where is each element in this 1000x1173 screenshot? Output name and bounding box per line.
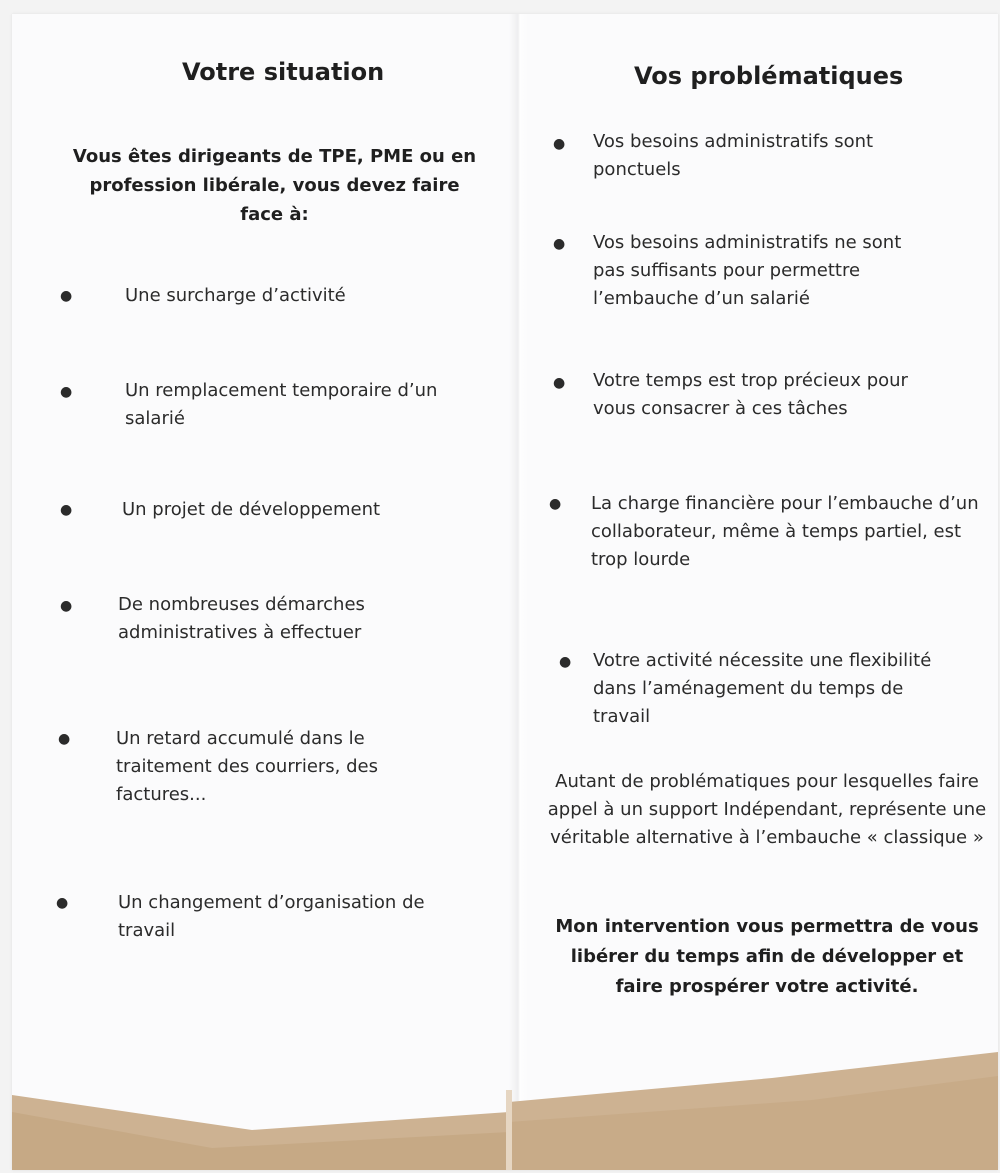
left-title: Votre situation (182, 58, 385, 86)
left-item: Un remplacement temporaire d’un salarié (125, 380, 438, 429)
brochure-sheet (12, 14, 998, 1170)
right-item: Vos besoins administratifs ne sont pas suffisants pour permettre l’embauche d’un salarié (593, 232, 902, 309)
bullet-dot: ● (60, 384, 73, 400)
bullet-dot: ● (60, 288, 73, 304)
decorative-band (12, 1030, 998, 1170)
left-item: Un changement d’organisation de travail (118, 892, 425, 941)
show-through-text (72, 242, 86, 293)
bullet-dot: ● (60, 502, 73, 518)
left-intro: Vous êtes dirigeants de TPE, PME ou en profession libérale, vous devez faire face à: (72, 146, 477, 225)
left-item: De nombreuses démarches administratives à effectuer (118, 594, 365, 643)
bullet-dot: ● (553, 375, 566, 391)
right-title: Vos problématiques (634, 62, 904, 90)
right-closing: Mon intervention vous permettra de vous libérer du temps afin de développer et faire prospérer votre activité. (555, 916, 979, 997)
right-item: Votre activité nécessite une flexibilité dans l’aménagement du temps de travail (593, 650, 932, 727)
right-paragraph: Autant de problématiques pour lesquelles faire appel à un support Indépendant, représente une véritable alternative à l’embauche « classique » (547, 771, 987, 848)
bullet-dot: ● (549, 496, 562, 512)
bullet-dot: ● (553, 236, 566, 252)
right-item: Votre temps est trop précieux pour vous consacrer à ces tâches (593, 370, 908, 419)
left-item: Un retard accumulé dans le traitement des courriers, des factures... (116, 728, 378, 805)
bullet-dot: ● (60, 598, 73, 614)
bullet-dot: ● (559, 654, 572, 670)
bullet-dot: ● (553, 136, 566, 152)
right-item: Vos besoins administratifs sont ponctuels (593, 131, 874, 180)
left-item: Un projet de développement (122, 499, 381, 520)
bullet-dot: ● (56, 895, 69, 911)
right-item: La charge financière pour l’embauche d’un collaborateur, même à temps partiel, est trop lourde (591, 493, 979, 570)
band-fold (506, 1090, 512, 1170)
left-item: Une surcharge d’activité (125, 285, 346, 306)
center-fold (509, 14, 529, 1170)
bullet-dot: ● (58, 731, 71, 747)
